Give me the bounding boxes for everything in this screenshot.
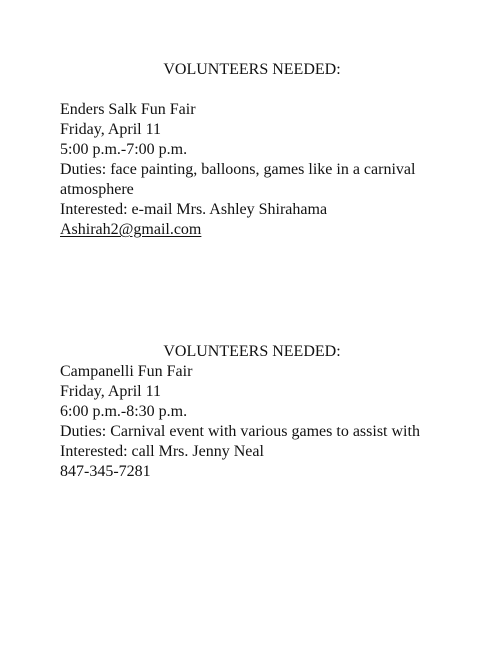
event-duties: Duties: face painting, balloons, games like in a carnival atmosphere: [60, 161, 416, 198]
notice-heading: VOLUNTEERS NEEDED:: [163, 343, 341, 360]
contact-email-link[interactable]: Ashirah2@gmail.com: [60, 221, 202, 238]
event-date: Friday, April 11: [60, 121, 162, 138]
event-time: 6:00 p.m.-8:30 p.m.: [60, 403, 188, 420]
volunteer-notice-enders-salk: [60, 60, 460, 240]
notice-heading: VOLUNTEERS NEEDED:: [163, 61, 341, 78]
event-name: Campanelli Fun Fair: [60, 363, 193, 380]
event-name: Enders Salk Fun Fair: [60, 101, 196, 118]
event-date: Friday, April 11: [60, 383, 162, 400]
interested-contact: Interested: call Mrs. Jenny Neal: [60, 443, 264, 460]
event-duties: Duties: Carnival event with various games to assist with: [60, 423, 420, 440]
interested-contact: Interested: e-mail Mrs. Ashley Shirahama: [60, 201, 328, 218]
volunteer-notice-campanelli: [60, 342, 460, 482]
contact-phone: 847-345-7281: [60, 463, 151, 480]
event-time: 5:00 p.m.-7:00 p.m.: [60, 141, 188, 158]
